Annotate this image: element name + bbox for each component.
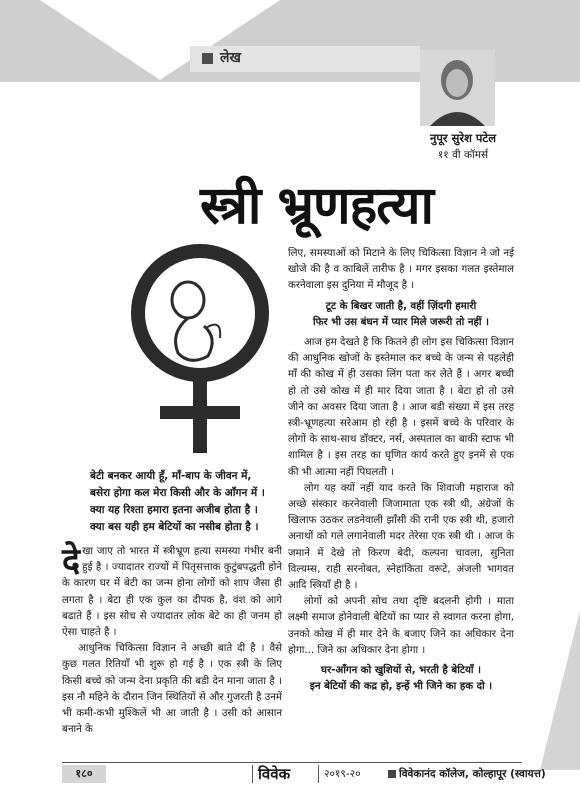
left-column (62, 541, 282, 738)
poem-line: बेटी बनकर आयी हूँ, माँ-बाप के जीवन में, (90, 470, 252, 482)
footer-square-icon (388, 770, 396, 778)
paragraph: लिए, समस्याओं को मिटाने के लिए चिकित्सा विज्ञान ने जो नई खोजे की है व काबिलें तारीफ है । मगर इसका गलत इस्तेमाल करनेवाला इस दुनिया में मौजूद है । (288, 248, 514, 292)
mid-poem (288, 299, 514, 331)
magazine-name: विवेक (258, 765, 291, 783)
poem-line: फिर भी उस बंधन में प्यार मिले जरूरी तो नहीं । (313, 316, 489, 328)
drop-cap: दे (62, 541, 81, 581)
author-name: नुपूर सुरेश पटेल (429, 131, 497, 145)
intro-poem (90, 468, 300, 536)
corner-decoration (540, 610, 580, 770)
right-column (288, 246, 514, 699)
footer-year: २०१९-२० (324, 768, 361, 780)
paragraph: आज हम देखते है कि कितने ही लोग इस चिकित्सा विज्ञान की आधुनिक खोजों के इस्तेमाल कर बच्चे के जन्म से पहलेही माँ की कोख में ही उसका लिंग पता कर लेते हैं । अगर बच्ची हो तो उसे कोख में ही मार दिया जाता है । बेटा हो तो उसे जीने का अवसर दिया जाता है । आज बडी संख्या में इस तरह स्त्री-भ्रूणहत्या सरेआम हो रही है । इसमें बच्चे के परिवार के लोगों के साथ-साथ डॉक्टर, नर्स, अस्पताल का बाकी स्टाफ भी शामिल है । इस तरह का घृणित कार्य करते हुए इनमें से एक की भी आत्मा नहीं पिघलती । (288, 337, 514, 478)
college-name: विवेकानंद कॉलेज, कोल्हापूर (स्वायत्त) (399, 768, 546, 780)
poem-line: क्या बस यही हम बेटियों का नसीब होता है । (90, 521, 259, 533)
paragraph: लोगों को अपनी सोच तथा दृष्टि बदलनी होगी । माता लक्ष्मी समाज होनेवाली बेटियों का प्यार से स्वागत करना होगा, उनको कोख में ही मार देने के बजाए जिने का अधिकार देना होगा... जिने का अधिकार देना होगा । (288, 596, 514, 656)
poem-line: क्या यह रिश्ता हमारा इतना अजीब होता है । (90, 504, 258, 516)
female-symbol-fetus-icon (110, 238, 290, 458)
closing-poem (288, 663, 514, 695)
poem-line: बसेरा होगा कल मेरा किसी और के आँगन में । (90, 487, 265, 499)
poem-line: इन बेटियों की कद्र हो, इन्हें भी जिने का हक दो । (309, 681, 493, 693)
poem-line: घर-आँगन को खुशियों से, भरती है बेटियाँ । (321, 665, 481, 677)
footer-divider (318, 765, 319, 783)
paragraph: आधुनिक चिकित्सा विज्ञान ने अच्छी बाते दी है । वैसे कुछ गलत रितियाँ भी शुरू हो गई है । एक स्त्री के लिए किसी बच्चे को जन्म देना प्रकृति की बडी देन माना जाता है । इस नौ महिने के दौरान जिन स्थितियों से और गुजरती है उनमें भी कमी-कभी मुश्किलें भी आ जाती है । उसी को आसान बनाने के (62, 643, 282, 736)
section-square-icon (202, 53, 213, 64)
article-title: स्त्री भ्रूणहत्या (200, 175, 433, 236)
author-photo (420, 50, 495, 126)
paragraph: खा जाए तो भारत में स्त्रीभ्रूण हत्या समस्या गंभीर बनी हुई है । ज्यादातर राज्यों में पितृसत्ताक कुटुंबपद्धती होने के कारण घर में बेटी का जन्म होना लोगों को शाप जैसा ही लगता है । बेटा ही एक कुल का दीपक है, वंश को आगे बढाते हैं । इस सोच से ज्यादातर लोक बेटे का ही जनम हो ऐसा चाहते है । (62, 546, 282, 639)
poem-line: टूट के बिखर जाती है, वहीं ज़िंदगी हमारी (325, 300, 477, 312)
author-class: ११ वी कॉमर्स (437, 149, 489, 161)
section-label: लेख (220, 50, 241, 66)
page-number: १८० (62, 765, 106, 783)
footer-rule (62, 762, 522, 763)
footer-divider (252, 765, 253, 783)
paragraph: लोग यह क्यों नहीं याद करते कि शिवाजी महाराज को अच्छे संस्कार करनेवाली जिजामाता एक स्त्री थी, अंग्रेजों के खिलाफ उठकर लडनेवाली झाँसी की रानी एक स्त्री थी, हजारो अनाथों को गले लगानेवाली मदर तेरेसा एक स्त्री थी । आज के जमाने में देखे तो किरण बेदी, कल्पना चावला, सुनिता विल्यम्स, राही सरनोबत, स्नेहांकिता वरूटे, अंजली भागवत आदि स्त्रियाँ ही है । (288, 482, 514, 592)
